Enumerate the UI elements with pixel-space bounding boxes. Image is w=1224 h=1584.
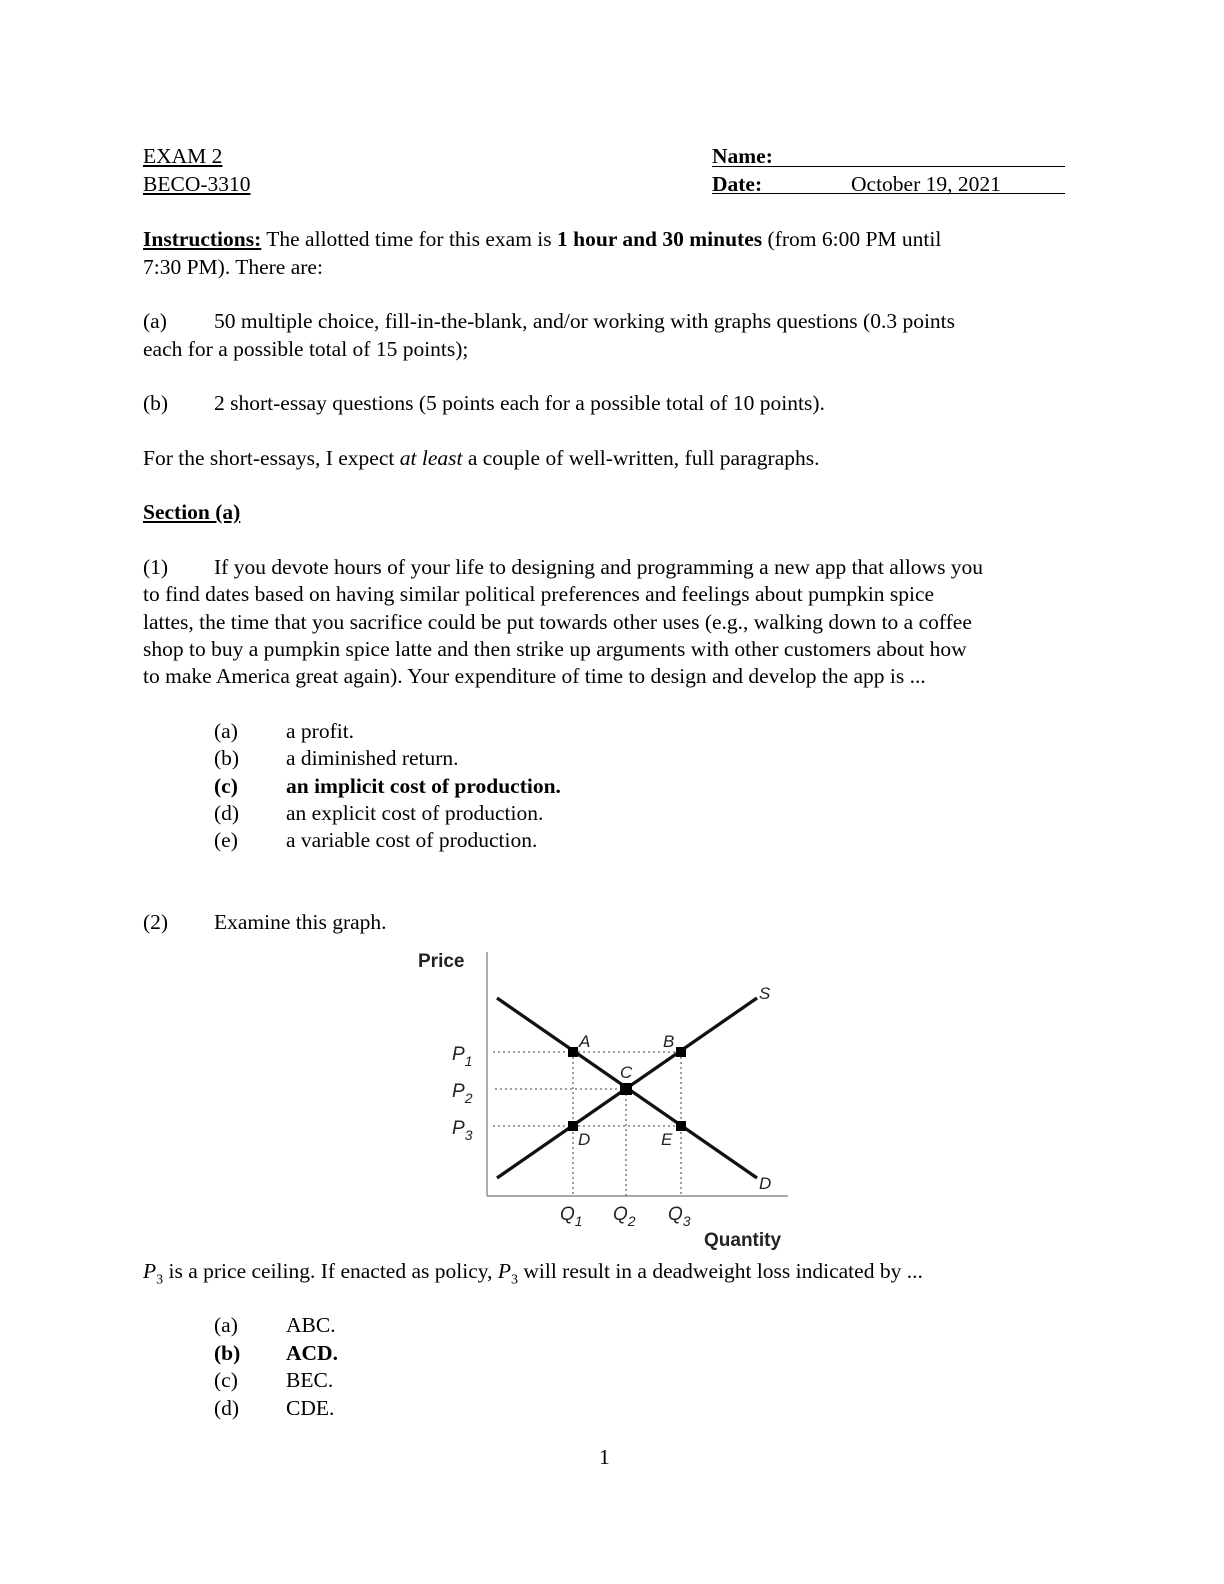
option-text: CDE.: [286, 1396, 335, 1420]
item-a-text: 50 multiple choice, fill-in-the-blank, and/or working with graphs questions (0.3 points: [214, 309, 956, 333]
point-e: [676, 1121, 686, 1131]
q1-line: shop to buy a pumpkin spice latte and then strike up arguments with other customers about how: [143, 637, 967, 661]
q1-line: to find dates based on having similar political preferences and feelings about pumpkin spice: [143, 582, 935, 606]
option-text: an explicit cost of production.: [286, 801, 544, 825]
instructions-text: (from 6:00 PM until: [762, 227, 942, 251]
option-label: (a): [214, 719, 238, 743]
q1-line: to make America great again). Your expenditure of time to design and develop the app is ...: [143, 664, 926, 688]
price-symbol: P: [143, 1259, 157, 1283]
instructions-text: The allotted time for this exam is: [261, 227, 558, 251]
label-c: C: [620, 1063, 633, 1082]
label-a: A: [579, 1032, 591, 1051]
q2-stem: [143, 1258, 923, 1293]
point-b: [676, 1047, 686, 1057]
label-b: B: [663, 1032, 675, 1051]
essay-note-text: For the short-essays, I expect: [143, 446, 400, 470]
label-e: E: [661, 1130, 673, 1149]
option-label: (d): [214, 801, 240, 825]
essay-note-emphasis: at least: [399, 446, 463, 470]
course-code: BECO-3310: [143, 172, 251, 196]
instructions-line2: 7:30 PM). There are:: [143, 255, 323, 279]
label-d: D: [578, 1130, 591, 1149]
option-text: an implicit cost of production.: [286, 774, 561, 798]
name-field-line[interactable]: [712, 166, 1065, 167]
option-text: BEC.: [286, 1368, 334, 1392]
date-field-line: [712, 193, 1065, 194]
exam-title: EXAM 2: [143, 144, 223, 168]
option-label: (b): [214, 1341, 241, 1365]
option-text: a diminished return.: [286, 746, 459, 770]
essay-note: [143, 445, 819, 472]
supply-label: S: [759, 984, 771, 1003]
q1-line: lattes, the time that you sacrifice could be put towards other uses (e.g., walking down to a coffee: [143, 610, 972, 634]
p1-label: $P_1$: [452, 1044, 473, 1069]
point-a: [568, 1047, 578, 1057]
item-b-text: 2 short-essay questions (5 points each for a possible total of 10 points).: [214, 391, 825, 415]
date-value: October 19, 2021: [851, 172, 1001, 196]
q2-stem-text: will result in a deadweight loss indicated by ...: [517, 1259, 923, 1283]
q2-label: $Q_2$: [613, 1204, 636, 1229]
option-label: (a): [214, 1313, 238, 1337]
name-label: Name:: [712, 144, 773, 168]
supply-demand-graph: [410, 940, 800, 1250]
q1-number: (1): [143, 555, 169, 579]
option-text: a profit.: [286, 719, 355, 743]
instructions-line1: [143, 226, 941, 253]
x-axis-label: Quantity: [704, 1230, 782, 1250]
item-a-label: (a): [143, 309, 167, 333]
option-label: (b): [214, 746, 240, 770]
item-b-label: (b): [143, 391, 169, 415]
q1-label: $Q_1$: [560, 1204, 583, 1229]
option-text: a variable cost of production.: [286, 828, 538, 852]
date-label: Date:: [712, 172, 763, 196]
option-label: (c): [214, 774, 238, 798]
q2-prompt: Examine this graph.: [214, 910, 387, 934]
demand-label: D: [759, 1174, 772, 1193]
option-text: ABC.: [286, 1313, 336, 1337]
p3-label: $P_3$: [452, 1118, 473, 1143]
price-subscript: 3: [510, 1272, 518, 1288]
point-c: [620, 1083, 632, 1095]
q2-stem-text: is a price ceiling. If enacted as policy,: [163, 1259, 498, 1283]
q3-label: $Q_3$: [668, 1204, 691, 1229]
instructions-label: Instructions:: [143, 227, 262, 251]
p2-label: $P_2$: [452, 1081, 473, 1106]
option-label: (c): [214, 1368, 238, 1392]
option-label: (d): [214, 1396, 240, 1420]
section-title: Section (a): [143, 500, 241, 524]
q1-line: If you devote hours of your life to designing and programming a new app that allows you: [214, 555, 984, 579]
essay-note-text: a couple of well-written, full paragraphs.: [462, 446, 820, 470]
price-subscript: 3: [156, 1272, 164, 1288]
q2-number: (2): [143, 910, 169, 934]
point-d: [568, 1121, 578, 1131]
price-symbol: P: [497, 1259, 511, 1283]
option-label: (e): [214, 828, 238, 852]
exam-duration: 1 hour and 30 minutes: [557, 227, 763, 251]
y-axis-label: Price: [418, 951, 465, 972]
option-text: ACD.: [286, 1341, 338, 1365]
item-a-text-cont: each for a possible total of 15 points);: [143, 337, 469, 361]
page-number: 1: [599, 1445, 610, 1469]
